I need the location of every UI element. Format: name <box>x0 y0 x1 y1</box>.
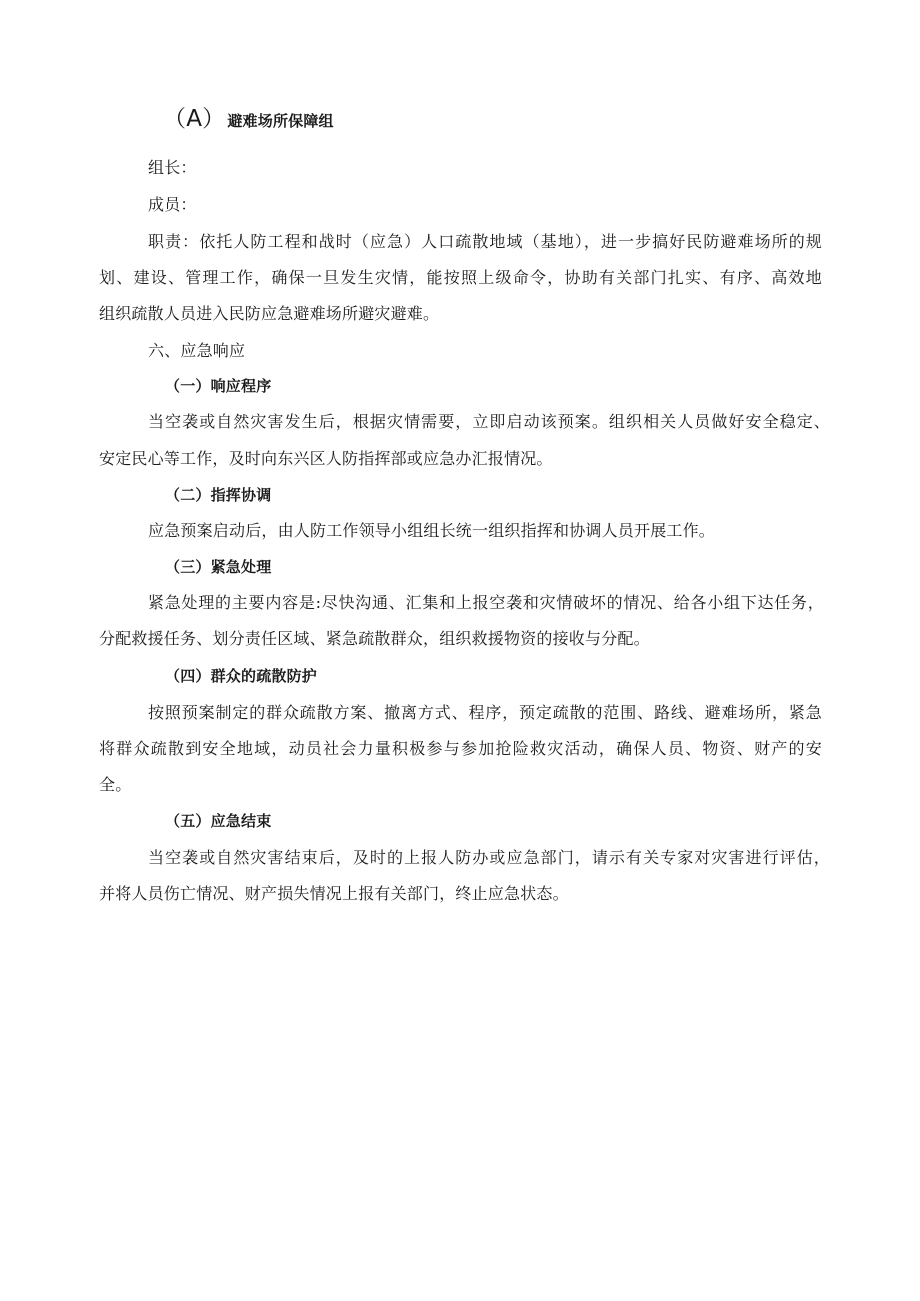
sub2-line-1: 应急预案启动后，由人防工作领导小组组长统一组织指挥和协调人员开展工作。 <box>148 521 716 540</box>
members-line: 成员： <box>148 195 197 214</box>
section-a-label: （A） <box>163 106 226 132</box>
sub4-heading: （四）群众的疏散防护 <box>165 667 318 685</box>
sub3-line-1: 紧急处理的主要内容是:尽快沟通、汇集和上报空袭和灾情破坏的情况、给各小组下达任务， <box>148 593 824 612</box>
duty-line-3: 组织疏散人员进入民防应急避难场所避灾避难。 <box>99 304 440 323</box>
sub4-line-1: 按照预案制定的群众疏散方案、撤离方式、程序，预定疏散的范围、路线、避难场所，紧急 <box>148 703 822 722</box>
duty-line-1: 职责：依托人防工程和战时（应急）人口疏散地域（基地），进一步搞好民防避难场所的规 <box>148 232 822 251</box>
duty-line-2: 划、建设、管理工作，确保一旦发生灾情，能按照上级命令，协助有关部门扎实、有序、高效地 <box>99 268 822 287</box>
sub4-line-2: 将群众疏散到安全地域，动员社会力量积极参与参加抢险救灾活动，确保人员、物资、财产的安 <box>99 739 822 758</box>
sub4-line-3: 全。 <box>99 775 132 794</box>
section-a-heading <box>163 106 903 134</box>
sub5-line-1: 当空袭或自然灾害结束后，及时的上报人防办或应急部门，请示有关专家对灾害进行评估， <box>148 848 830 867</box>
leader-line: 组长： <box>148 158 197 177</box>
sub3-line-2: 分配救援任务、划分责任区域、紧急疏散群众，组织救援物资的接收与分配。 <box>99 629 650 648</box>
sub3-heading: （三）紧急处理 <box>165 558 272 576</box>
sub1-heading: （一）响应程序 <box>165 377 272 395</box>
section-a-title: 避难场所保障组 <box>227 112 334 130</box>
sub2-heading: （二）指挥协调 <box>165 486 272 504</box>
sub1-line-1: 当空袭或自然灾害发生后，根据灾情需要，立即启动该预案。组织相关人员做好安全稳定、 <box>148 412 830 431</box>
sub5-line-2: 并将人员伤亡情况、财产损失情况上报有关部门，终止应急状态。 <box>99 884 569 903</box>
section-6-heading: 六、应急响应 <box>148 341 246 360</box>
sub1-line-2: 安定民心等工作，及时向东兴区人防指挥部或应急办汇报情况。 <box>99 449 553 468</box>
sub5-heading: （五）应急结束 <box>165 812 272 830</box>
